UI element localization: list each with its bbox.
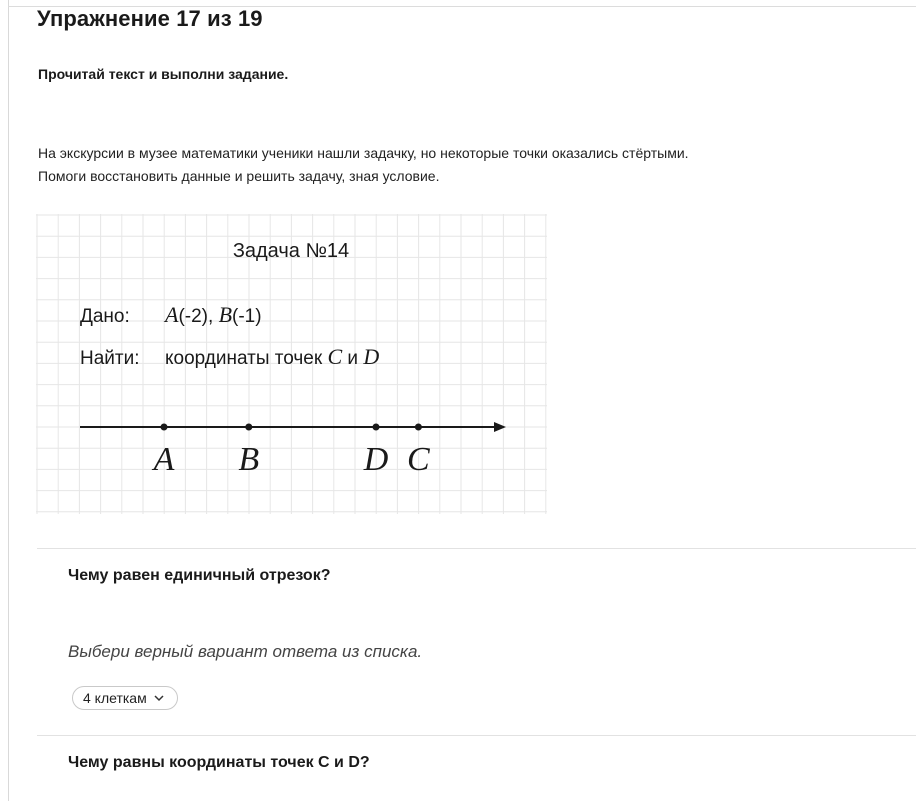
point-d-dot [373, 424, 380, 431]
instruction-text: Прочитай текст и выполни задание. [38, 66, 289, 82]
point-c-label: C [407, 441, 430, 478]
given-b-coord: (-1) [232, 306, 262, 327]
problem-figure [36, 214, 547, 514]
separator-1 [37, 548, 916, 549]
point-d-label: D [363, 441, 389, 478]
point-a-label: A [153, 441, 175, 478]
chevron-down-icon [153, 692, 165, 704]
answer-select-value: 4 клеткам [83, 690, 147, 706]
point-b-label: B [238, 441, 260, 478]
number-line-arrow [494, 422, 506, 432]
task-line-1: На экскурсии в музее математики ученики нашли задачку, но некоторые точки оказались стёртыми. [38, 145, 689, 161]
find-and: и [342, 348, 364, 369]
find-c-letter: C [327, 344, 343, 369]
point-b-dot [245, 424, 252, 431]
find-text: координаты точек [165, 348, 328, 369]
left-border [8, 0, 9, 801]
point-a-dot [161, 424, 168, 431]
figure-heading: Задача №14 [232, 240, 350, 262]
separator-2 [37, 735, 916, 736]
given-b-letter: B [218, 302, 233, 327]
point-c-dot [415, 424, 422, 431]
question-2: Чему равны координаты точек C и D? [68, 754, 370, 771]
given-a-letter: A [165, 302, 179, 327]
question-1: Чему равен единичный отрезок? [68, 567, 331, 584]
task-line-2: Помоги восстановить данные и решить задачу, зная условие. [38, 168, 440, 184]
find-values [165, 344, 379, 369]
given-a-coord: (-2), [178, 306, 219, 327]
find-d-letter: D [363, 344, 380, 369]
find-label: Найти: [80, 348, 140, 369]
answer-select[interactable] [72, 686, 178, 710]
task-text [38, 142, 689, 188]
given-label: Дано: [80, 306, 130, 327]
given-values [163, 302, 262, 327]
exercise-title: Упражнение 17 из 19 [37, 6, 263, 31]
answer-hint: Выбери верный вариант ответа из списка. [68, 642, 423, 661]
